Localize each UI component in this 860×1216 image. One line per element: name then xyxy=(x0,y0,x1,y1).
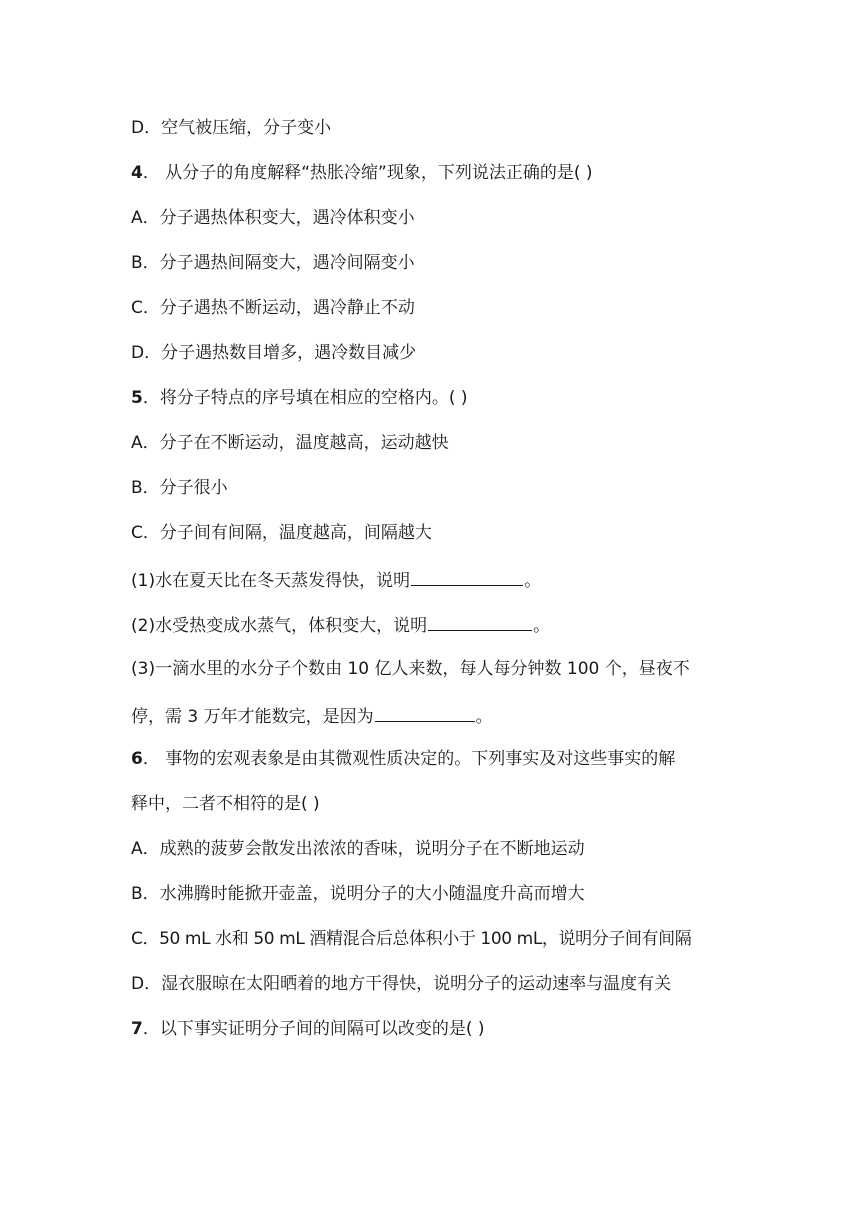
subquestion-text: 停，需 3 万年才能数完，是因为 xyxy=(131,707,374,727)
q4-option-c xyxy=(131,296,741,320)
question-text: ．将分子特点的序号填在相应的空格内。( ) xyxy=(142,388,468,408)
q3-option-d xyxy=(131,116,741,140)
q4-option-a xyxy=(131,206,741,230)
q6-option-c xyxy=(131,927,741,951)
answer-blank[interactable] xyxy=(375,703,475,722)
option-text: C．分子遇热不断运动，遇冷静止不动 xyxy=(131,298,415,318)
q5-option-b xyxy=(131,476,741,500)
option-text: C．50 mL 水和 50 mL 酒精混合后总体积小于 100 mL，说明分子间有间隔 xyxy=(131,929,692,949)
answer-blank[interactable] xyxy=(411,567,523,586)
option-text: B．分子很小 xyxy=(131,478,228,498)
question-7 xyxy=(131,1017,741,1041)
q6-option-d xyxy=(131,972,741,996)
question-text: ． 从分子的角度解释“热胀冷缩”现象，下列说法正确的是( ) xyxy=(142,163,593,183)
option-text: C．分子间有间隔，温度越高，间隔越大 xyxy=(131,523,432,543)
q5-sub-2 xyxy=(131,612,741,638)
subquestion-text: (3)一滴水里的水分子个数由 10 亿人来数，每人每分钟数 100 个，昼夜不 xyxy=(131,659,690,679)
question-6 xyxy=(131,747,741,771)
q5-sub-1 xyxy=(131,567,741,593)
question-text: ．以下事实证明分子间的间隔可以改变的是( ) xyxy=(142,1019,485,1039)
question-number: 6 xyxy=(131,749,143,769)
q5-option-a xyxy=(131,431,741,455)
q4-option-d xyxy=(131,341,741,365)
subquestion-text: (1)水在夏天比在冬天蒸发得快，说明 xyxy=(131,571,411,591)
option-text: D．空气被压缩，分子变小 xyxy=(131,118,332,138)
question-number: 5 xyxy=(131,388,143,408)
q6-option-b xyxy=(131,882,741,906)
option-text: A．分子在不断运动，温度越高，运动越快 xyxy=(131,433,449,453)
subquestion-text: (2)水受热变成水蒸气，体积变大，说明 xyxy=(131,616,428,636)
question-5 xyxy=(131,386,741,410)
punctuation: 。 xyxy=(524,571,542,591)
answer-blank[interactable] xyxy=(428,612,532,631)
option-text: D．分子遇热数目增多，遇冷数目减少 xyxy=(131,343,417,363)
option-text: D．湿衣服晾在太阳晒着的地方干得快，说明分子的运动速率与温度有关 xyxy=(131,974,672,994)
q6-option-a xyxy=(131,837,741,861)
question-4 xyxy=(131,161,741,185)
q4-option-b xyxy=(131,251,741,275)
q5-sub-3-line1 xyxy=(131,657,741,681)
option-text: A．分子遇热体积变大，遇冷体积变小 xyxy=(131,208,415,228)
option-text: B．水沸腾时能掀开壶盖，说明分子的大小随温度升高而增大 xyxy=(131,884,585,904)
question-text: 释中，二者不相符的是( ) xyxy=(131,794,320,814)
punctuation: 。 xyxy=(475,707,493,727)
q5-sub-3-line2 xyxy=(131,703,741,729)
q5-option-c xyxy=(131,521,741,545)
question-number: 4 xyxy=(131,163,143,183)
question-text: ． 事物的宏观表象是由其微观性质决定的。下列事实及对这些事实的解 xyxy=(142,749,676,769)
question-number: 7 xyxy=(131,1019,143,1039)
option-text: A．成熟的菠萝会散发出浓浓的香味，说明分子在不断地运动 xyxy=(131,839,585,859)
punctuation: 。 xyxy=(533,616,551,636)
option-text: B．分子遇热间隔变大，遇冷间隔变小 xyxy=(131,253,415,273)
question-6-line2 xyxy=(131,792,741,816)
